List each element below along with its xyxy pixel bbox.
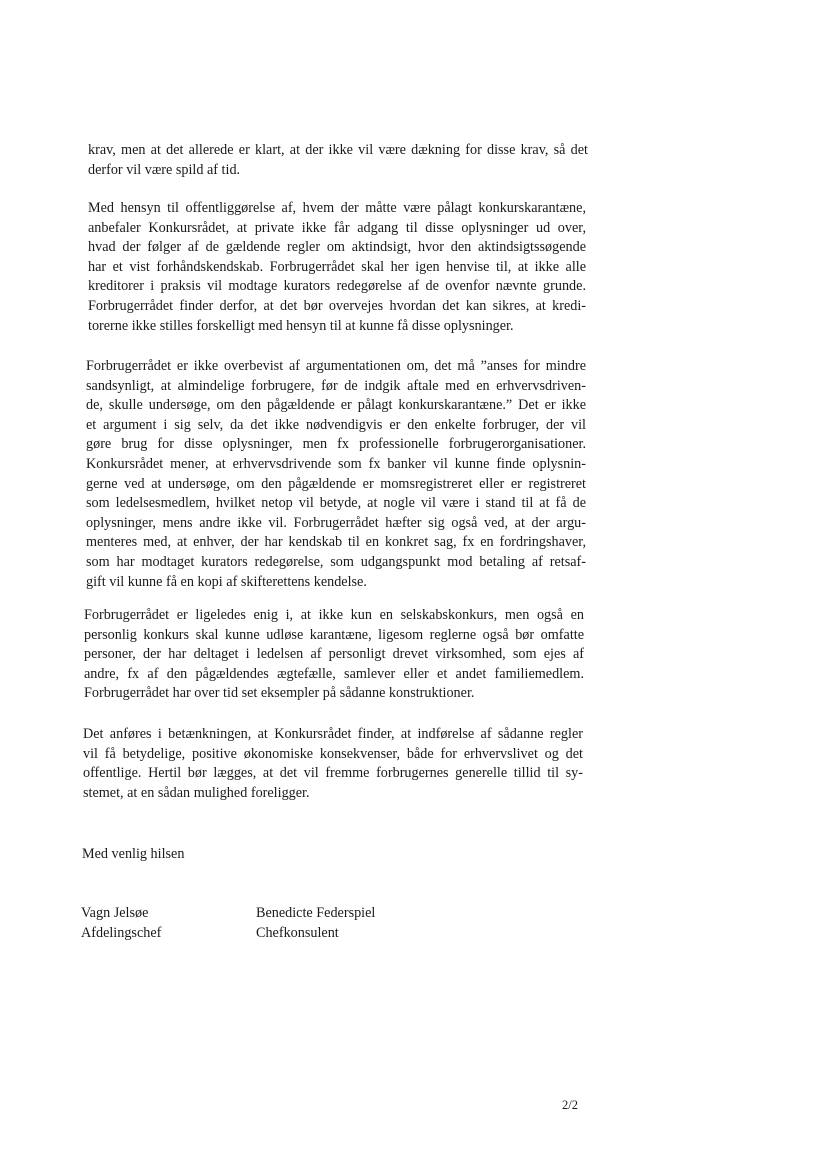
paragraph-line: som ledelsesmedlem, hvilket netop vil betyde, at nogle vil være i stand til at få de (86, 495, 586, 512)
paragraph-5 (83, 725, 583, 803)
paragraph-line: anbefaler Konkursrådet, at private ikke får adgang til disse oplysninger ud over, (88, 219, 586, 236)
closing-salutation: Med venlig hilsen (82, 846, 185, 862)
paragraph-2 (88, 199, 586, 336)
paragraph-line: gift vil kunne få en kopi af skifterettens kendelse. (86, 573, 367, 590)
paragraph-line: Konkursrådet mener, at erhvervsdrivende som fx banker vil kunne finde oplysnin- (86, 455, 586, 472)
paragraph-line: stemet, at en sådan mulighed foreligger. (83, 784, 310, 801)
paragraph-line: kreditorer i praksis vil modtage kurators redegørelse af de ovenfor nævnte grunde. (88, 278, 586, 295)
paragraph-line: sandsynligt, at almindelige forbrugere, før de indgik aftale med en erhvervsdriven- (86, 377, 586, 394)
signatory-title: Afdelingschef (81, 925, 162, 941)
paragraph-line: har et vist forhåndskendskab. Forbrugerrådet skal her igen henvise til, at ikke alle (88, 258, 586, 275)
paragraph-4 (84, 606, 584, 704)
paragraph-line: vil få betydelige, positive økonomiske konsekvenser, både for erhvervslivet og det (83, 745, 583, 762)
paragraph-line: personer, der har deltaget i ledelsen af personligt drevet virksomhed, som ejes af (84, 646, 584, 663)
paragraph-line: offentlige. Hertil bør lægges, at det vil fremme forbrugernes generelle tillid til sy- (83, 765, 583, 782)
paragraph-1 (88, 141, 588, 180)
paragraph-line: Det anføres i betænkningen, at Konkursrådet finder, at indførelse af sådanne regler (83, 726, 583, 742)
paragraph-line: personlig konkurs skal kunne udløse karantæne, ligesom reglerne også bør omfatte (84, 626, 584, 643)
paragraph-line: Forbrugerrådet er ikke overbevist af argumentationen om, det må ”anses for mindre (86, 358, 586, 374)
paragraph-line: oplysninger, mens andre ikke vil. Forbrugerrådet hæfter sig også ved, at der argu- (86, 514, 586, 531)
paragraph-line: torerne ikke stilles forskelligt med hensyn til at kunne få disse oplysninger. (88, 317, 514, 334)
paragraph-line: Med hensyn til offentliggørelse af, hvem der måtte være pålagt konkurskarantæne, (88, 200, 586, 216)
page-number: 2/2 (562, 1098, 578, 1112)
paragraph-line: et argument i sig selv, da det ikke nødvendigvis er den enkelte forbruger, der vil (86, 416, 586, 433)
paragraph-line: som har modtaget kurators redegørelse, som udgangspunkt mod betaling af retsaf- (86, 553, 586, 570)
paragraph-line: de, skulle undersøge, om den pågældende er pålagt konkurskarantæne.” Det er ikke (86, 397, 586, 414)
paragraph-line: hvad der følger af de gældende regler om aktindsigt, hvor den aktindsigtssøgende (88, 239, 586, 256)
signatory-name: Vagn Jelsøe (81, 905, 149, 921)
paragraph-line: Forbrugerrådet er ligeledes enig i, at ikke kun en selskabskonkurs, men også en (84, 607, 584, 623)
signatory-title: Chefkonsulent (256, 925, 339, 941)
paragraph-line: gerne ved at undersøge, om den pågældende er momsregistreret eller er registreret (86, 475, 586, 492)
paragraph-line: krav, men at det allerede er klart, at der ikke vil være dækning for disse krav, så det (88, 142, 588, 158)
signatory-2 (256, 903, 375, 943)
signatory-1 (81, 903, 161, 943)
paragraph-line: derfor vil være spild af tid. (88, 161, 241, 178)
paragraph-line: menteres med, at enhver, der har kendskab til en konkret sag, fx en fordringshaver, (86, 534, 586, 551)
paragraph-line: gøre brug for disse oplysninger, men fx professionelle forbrugerorganisationer. (86, 436, 586, 453)
paragraph-line: Forbrugerrådet har over tid set eksempler på sådanne konstruktioner. (84, 685, 475, 702)
signatory-name: Benedicte Federspiel (256, 905, 376, 921)
paragraph-line: Forbrugerrådet finder derfor, at det bør overvejes hvordan det kan sikres, at kredi- (88, 297, 586, 314)
paragraph-3 (86, 357, 586, 592)
paragraph-line: andre, fx af den pågældendes ægtefælle, samlever eller et andet familiemedlem. (84, 665, 584, 682)
